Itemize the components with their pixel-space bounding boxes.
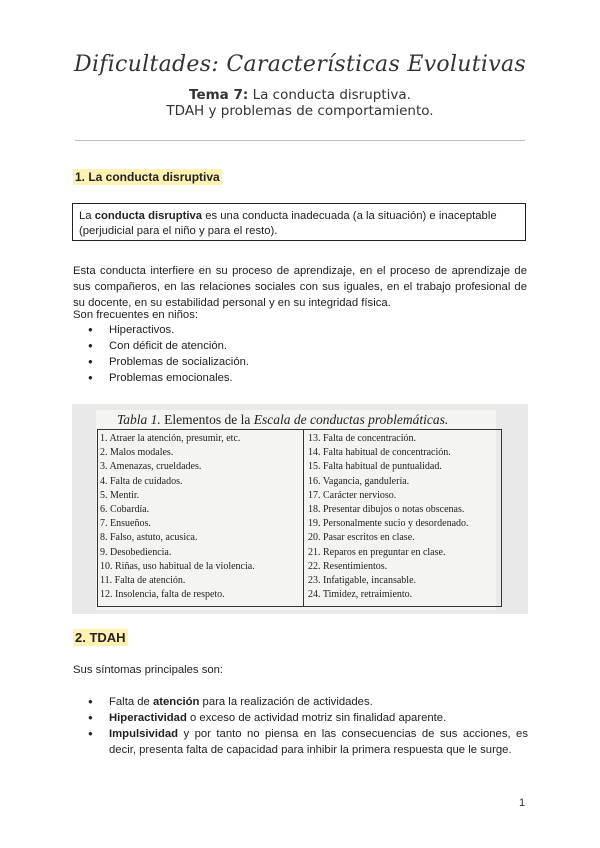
table-right-column [308, 432, 501, 602]
item-rest: o exceso de actividad motriz sin finalidad aparente. [186, 712, 447, 724]
item-rest: para la realización de actividades. [199, 696, 373, 708]
table-cell: 22. Resentimientos. [308, 560, 388, 572]
definition-text: es una conducta inadecuada (a la situación) e inaceptable (perjudicial para el niño y para el resto). [79, 210, 497, 237]
table-left-column [100, 432, 300, 602]
table-cell: 8. Falso, astuto, acusica. [100, 532, 198, 544]
table-cell: 10. Riñas, uso habitual de la violencia. [100, 560, 255, 572]
page-number: 1 [519, 797, 526, 809]
behavior-scale-table [97, 429, 502, 607]
tema-text: La conducta disruptiva. [248, 87, 411, 103]
definition-box [72, 203, 526, 241]
table-cell: 15. Falta habitual de puntualidad. [308, 461, 442, 473]
table-cell: 24. Timidez, retraimiento. [308, 589, 413, 601]
table-caption [117, 412, 448, 428]
item-bold: Hiperactividad [109, 712, 187, 724]
item-rest: y por tanto no piensa en las consecuencias de sus acciones, es decir, presenta falta de capacidad para inhibir la primera respuesta que le surge. [109, 728, 528, 756]
table-cell: 11. Falta de atención. [100, 574, 186, 586]
caption-mid: Elementos de la [160, 412, 254, 427]
list-item [88, 726, 528, 758]
list-item: ● Con déficit de atención. [88, 338, 249, 354]
header-divider [75, 140, 525, 141]
caption-italic: Escala de conductas problemáticas. [253, 412, 449, 427]
table-cell: 19. Personalmente sucio y desordenado. [308, 518, 469, 530]
document-subtitle [0, 87, 600, 119]
symptoms-intro: Sus síntomas principales son: [73, 664, 224, 676]
table-cell: 5. Mentir. [100, 489, 140, 501]
table-cell: 16. Vagancia, gandulería. [308, 475, 410, 487]
table-cell: 2. Malos modales. [100, 447, 174, 459]
item-pre: Falta de [109, 696, 153, 708]
tema-label: Tema 7: [189, 87, 249, 103]
table-cell: 6. Cobardía. [100, 503, 150, 515]
section-heading-tdah: 2. TDAH [75, 630, 126, 645]
caption-prefix: Tabla 1. [117, 412, 161, 427]
frequent-list [88, 322, 249, 386]
table-cell: 1. Atraer la atención, presumir, etc. [100, 433, 241, 444]
table-cell: 13. Falta de concentración. [308, 433, 417, 444]
list-item: ● Problemas de socialización. [88, 354, 249, 370]
table-cell: 18. Presentar dibujos o notas obscenas. [308, 503, 465, 515]
item-bold: Impulsividad [109, 728, 179, 740]
table-cell: 14. Falta habitual de concentración. [308, 447, 451, 459]
subtitle-line-2: TDAH y problemas de comportamiento. [166, 103, 434, 119]
table-cell: 21. Reparos en preguntar en clase. [308, 546, 446, 558]
table-cell: 12. Insolencia, falta de respeto. [100, 589, 225, 601]
conducta-paragraph: Esta conducta interfiere en su proceso de aprendizaje, en el proceso de aprendizaje de sus compañeros, en las relaciones sociales con sus iguales, en el trabajo profesional de su docente, en su estabilidad personal y en su integridad física. [73, 265, 527, 309]
table-cell: 9. Desobediencia. [100, 546, 172, 558]
list-item [88, 710, 528, 726]
table-cell: 3. Amenazas, crueldades. [100, 461, 202, 473]
item-bold: atención [152, 696, 200, 708]
document-title: Dificultades: Características Evolutivas [74, 52, 526, 77]
table-cell: 20. Pasar escritos en clase. [308, 532, 415, 544]
list-item: ● Hiperactivos. [88, 322, 249, 338]
table-cell: 17. Carácter nervioso. [308, 489, 397, 501]
list-item [88, 694, 528, 710]
definition-pre: La [79, 210, 95, 222]
scanned-table-image [72, 404, 528, 614]
symptoms-list [88, 694, 528, 758]
frequent-intro: Son frecuentes en niños: [73, 309, 198, 321]
table-cell: 7. Ensueños. [100, 518, 151, 530]
table-cell: 23. Infatigable, incansable. [308, 574, 417, 586]
definition-term: conducta disruptiva [94, 210, 203, 222]
table-cell: 4. Falta de cuidados. [100, 475, 183, 487]
list-item: ● Problemas emocionales. [88, 370, 249, 386]
section-heading-conducta-disruptiva: 1. La conducta disruptiva [75, 170, 220, 184]
table-column-divider [303, 430, 304, 606]
